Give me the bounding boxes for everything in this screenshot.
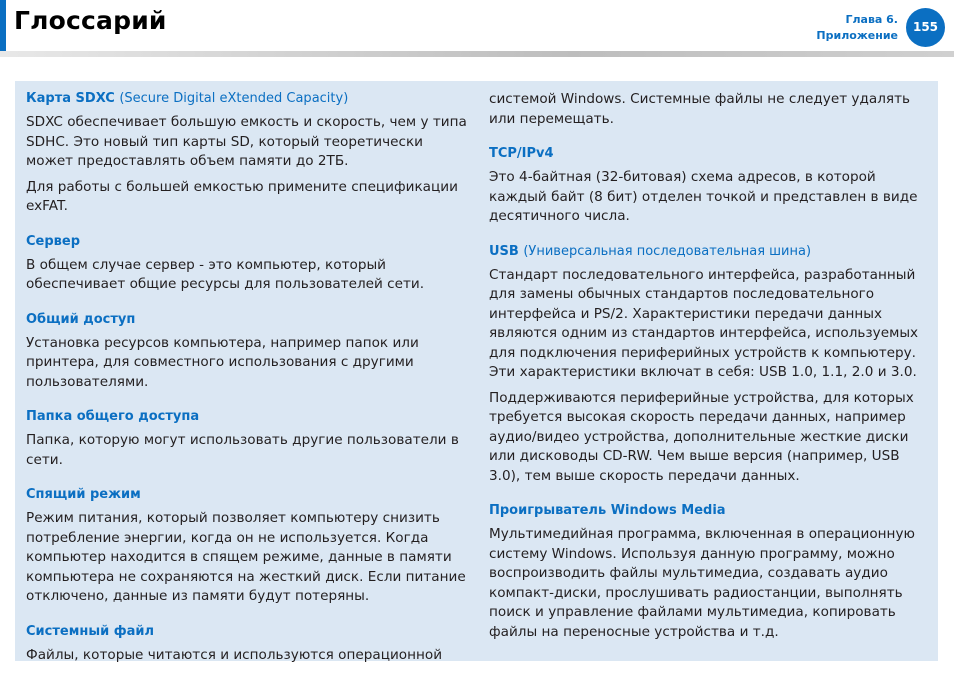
term-name: USB [489,243,519,259]
header-accent-bar [0,0,6,52]
definition-text: Режим питания, который позволяет компьютеру снизить потребление энергии, когда он не используется. Когда компьютер находится в спящем режиме, данные в памяти компьютера не сохраняются на жесткий диск. Если питание отключено, данные из памяти будут потеряны. [26,510,466,604]
glossary-panel [15,81,938,661]
definition-text: Поддерживаются периферийные устройства, для которых требуется высокая скорость передачи данных, например аудио/видео устройства, дополнительные жесткие диски или дисководы CD-RW. Чем выше версия (например, USB 3.0), тем выше скорость передачи данных. [489,389,914,484]
chapter-label [816,12,898,44]
chapter-number: Глава 6. [845,13,898,26]
glossary-term-tcp-ipv4: TCP/IPv4 [489,146,554,161]
definition-text: SDXC обеспечивает большую емкость и скорость, чем у типа SDHC. Это новый тип карты SD, который теоретически может предоставлять объем памяти до 2ТБ. [26,114,467,169]
glossary-term-usb [489,243,934,260]
term-expansion: (Secure Digital eXtended Capacity) [119,91,349,106]
header-divider [0,51,954,57]
glossary-term-server: Сервер [26,233,81,249]
definition-text: В общем случае сервер - это компьютер, который обеспечивает общие ресурсы для пользователей сети. [26,256,425,292]
definition-text-continued: системой Windows. Системные файлы не следует удалять или перемещать. [489,91,911,127]
definition-text: Стандарт последовательного интерфейса, разработанный для замены обычных стандартов последовательного интерфейса и PS/2. Характеристики передачи данных являются одним из стандартов интерфейса, используемых для подключения периферийных устройств к компьютеру. Эти характеристики включат в себя: USB 1.0, 1.1, 2.0 и 3.0. [489,266,919,380]
term-name: Карта SDXC [26,91,115,106]
definition-text: Установка ресурсов компьютера, например папок или принтера, для совместного использования с другими пользователями. [26,334,419,390]
glossary-term-sharing: Общий доступ [26,311,136,327]
glossary-term-windows-media-player: Проигрыватель Windows Media [489,503,726,518]
term-expansion: (Универсальная последовательная шина) [523,243,812,259]
glossary-term-shared-folder: Папка общего доступа [26,409,200,424]
definition-text: Это 4-байтная (32-битовая) схема адресов, в которой каждый байт (8 бит) отделен точкой и представлен в виде десятичного числа. [489,169,918,224]
definition-text: Файлы, которые читаются и используются операционной [26,646,443,663]
glossary-term-system-file: Системный файл [26,623,155,639]
chapter-title: Приложение [816,29,898,42]
glossary-column-right [489,90,934,648]
glossary-term-sleep-mode: Спящий режим [26,487,141,502]
definition-text: Мультимедийная программа, включенная в операционную систему Windows. Используя данную программу, можно воспроизводить файлы мультимедиа, создавать аудио компакт-диски, прослушивать радиостанции, выполнять поиск и управление файлами мультимедиа, копировать файлы на переносные устройства и т.д. [489,526,915,640]
definition-text: Папка, которую могут использовать другие пользователи в сети. [26,432,459,468]
definition-text: Для работы с большей емкостью примените спецификации exFAT. [26,178,458,214]
page-number-badge: 155 [906,8,945,47]
page-title: Глоссарий [14,6,167,35]
glossary-column-left [26,90,471,671]
glossary-term-sdxc [26,90,471,107]
